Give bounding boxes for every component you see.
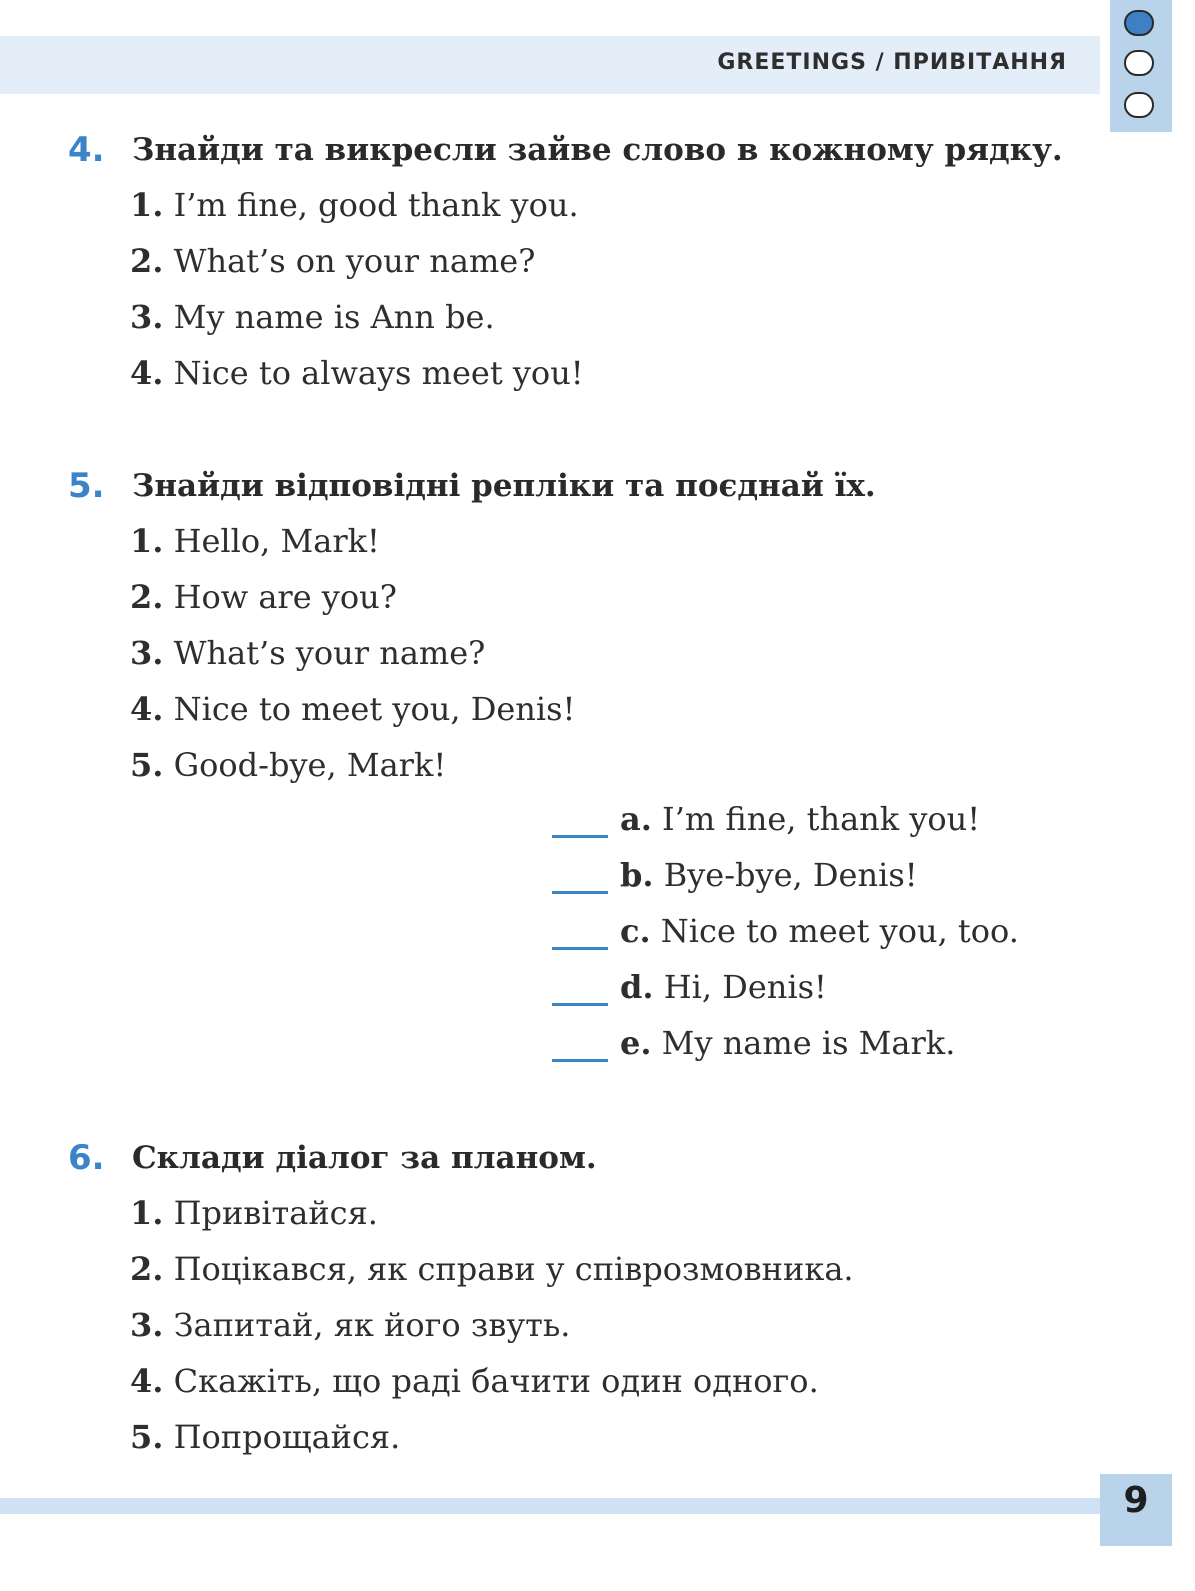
exercise-6 xyxy=(68,1138,854,1474)
item-text: Попрощайся. xyxy=(173,1418,401,1456)
item-text: What’s your name? xyxy=(173,634,486,672)
list-item xyxy=(68,1418,854,1474)
item-text: My name is Ann be. xyxy=(173,298,495,336)
answer-letter: d. xyxy=(620,968,654,1006)
item-number: 3. xyxy=(130,1306,164,1344)
progress-dot-empty xyxy=(1124,50,1154,76)
item-text: Nice to always meet you! xyxy=(173,354,584,392)
list-item xyxy=(68,746,575,802)
item-number: 2. xyxy=(130,1250,164,1288)
item-text: Привітайся. xyxy=(173,1194,378,1232)
list-item xyxy=(68,298,584,354)
answer-text: I’m fine, thank you! xyxy=(662,800,981,838)
list-item xyxy=(68,634,575,690)
exercise-5 xyxy=(68,466,876,802)
answer-text: Hi, Denis! xyxy=(663,968,827,1006)
list-item xyxy=(68,354,584,410)
item-number: 4. xyxy=(130,354,164,392)
item-text: Hello, Mark! xyxy=(173,522,380,560)
list-item xyxy=(68,578,575,634)
item-text: Запитай, як його звуть. xyxy=(173,1306,571,1344)
answer-blank-input[interactable] xyxy=(552,863,608,894)
item-number: 1. xyxy=(130,186,164,224)
answer-blank-input[interactable] xyxy=(552,807,608,838)
answer-text: My name is Mark. xyxy=(661,1024,956,1062)
answer-text: Bye-bye, Denis! xyxy=(663,856,918,894)
item-number: 2. xyxy=(130,578,164,616)
list-item xyxy=(68,690,575,746)
exercise-title: Склади діалог за планом. xyxy=(132,1140,597,1176)
item-text: Скажіть, що раді бачити один одного. xyxy=(173,1362,819,1400)
list-item xyxy=(68,1306,854,1362)
answer-item xyxy=(552,856,1019,912)
answer-blank-input[interactable] xyxy=(552,1031,608,1062)
item-text: I’m fine, good thank you. xyxy=(173,186,579,224)
footer-band xyxy=(0,1498,1100,1514)
item-number: 5. xyxy=(130,746,164,784)
item-number: 1. xyxy=(130,522,164,560)
page-header-title: GREETINGS / ПРИВІТАННЯ xyxy=(717,50,1067,75)
answer-item xyxy=(552,1024,1019,1080)
item-number: 3. xyxy=(130,298,164,336)
list-item xyxy=(68,1362,854,1418)
exercise-number: 6. xyxy=(68,1138,105,1178)
exercise-title: Знайди відповідні репліки та поєднай їх. xyxy=(132,468,876,504)
progress-dot-filled xyxy=(1124,10,1154,36)
item-number: 4. xyxy=(130,1362,164,1400)
page-number: 9 xyxy=(1123,1480,1149,1521)
list-item xyxy=(68,1194,854,1250)
item-text: How are you? xyxy=(173,578,397,616)
item-text: Поцікався, як справи у співрозмовника. xyxy=(173,1250,854,1288)
answer-list xyxy=(552,800,1019,1080)
exercise-4 xyxy=(68,130,1063,410)
exercise-number: 5. xyxy=(68,466,105,506)
item-number: 1. xyxy=(130,1194,164,1232)
answer-blank-input[interactable] xyxy=(552,975,608,1006)
item-number: 2. xyxy=(130,242,164,280)
item-number: 5. xyxy=(130,1418,164,1456)
answer-letter: e. xyxy=(620,1024,652,1062)
exercise-title: Знайди та викресли зайве слово в кожному рядку. xyxy=(132,132,1063,168)
list-item xyxy=(68,186,584,242)
answer-item xyxy=(552,912,1019,968)
answer-item xyxy=(552,800,1019,856)
exercise-number: 4. xyxy=(68,130,105,170)
answer-letter: a. xyxy=(620,800,652,838)
answer-text: Nice to meet you, too. xyxy=(660,912,1019,950)
answer-item xyxy=(552,968,1019,1024)
item-text: Nice to meet you, Denis! xyxy=(173,690,576,728)
progress-dot-empty xyxy=(1124,92,1154,118)
item-number: 3. xyxy=(130,634,164,672)
item-number: 4. xyxy=(130,690,164,728)
list-item xyxy=(68,1250,854,1306)
list-item xyxy=(68,242,584,298)
answer-letter: b. xyxy=(620,856,654,894)
answer-letter: c. xyxy=(620,912,651,950)
item-text: Good-bye, Mark! xyxy=(173,746,447,784)
list-item xyxy=(68,522,575,578)
answer-blank-input[interactable] xyxy=(552,919,608,950)
item-text: What’s on your name? xyxy=(173,242,536,280)
